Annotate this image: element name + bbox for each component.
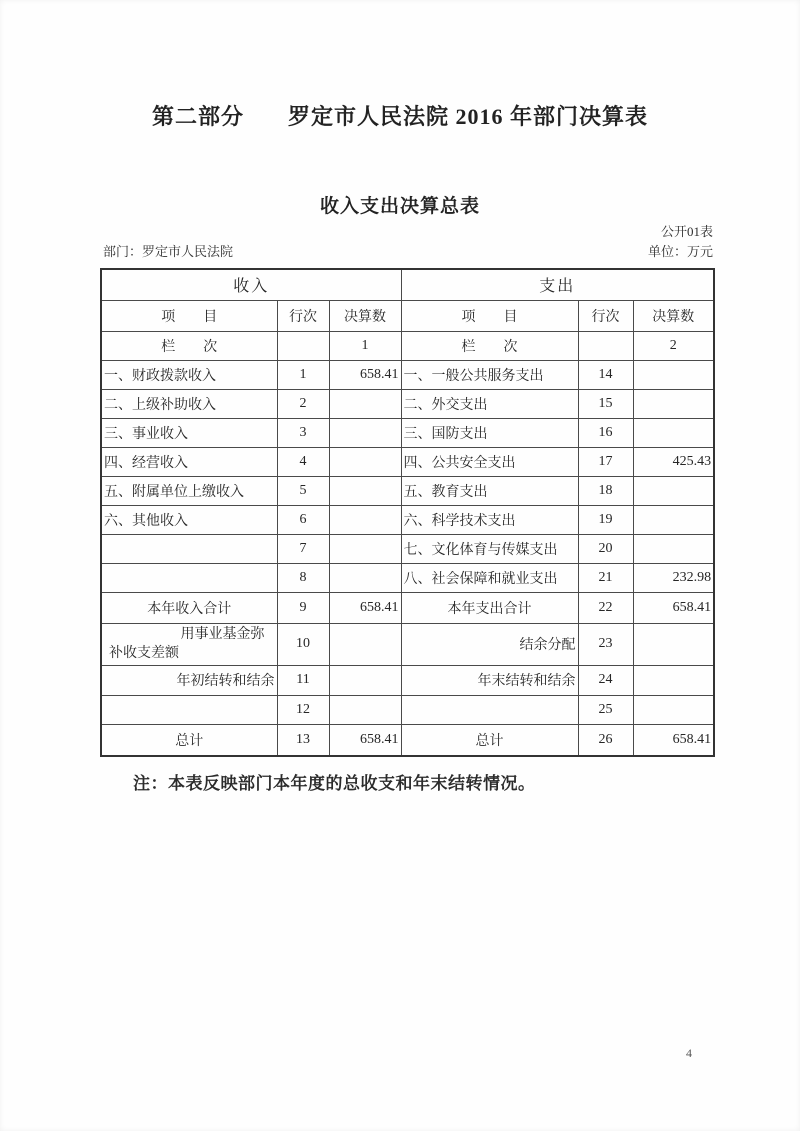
expense-line-cell: 21 (578, 563, 633, 592)
income-item-cell (101, 695, 277, 724)
income-amount-cell: 658.41 (329, 592, 401, 623)
income-line-cell: 1 (277, 360, 329, 389)
expense-item-column-header: 项 目 (401, 300, 578, 331)
expense-item-cell: 六、科学技术支出 (401, 505, 578, 534)
income-amount-cell (329, 418, 401, 447)
expense-amount-column-header: 决算数 (633, 300, 714, 331)
expense-amount-cell (633, 418, 714, 447)
income-amount-cell (329, 534, 401, 563)
table-row (101, 563, 714, 592)
expense-item-cell: 七、文化体育与传媒支出 (401, 534, 578, 563)
table-row (101, 623, 714, 665)
income-amount-cell (329, 563, 401, 592)
meta-line (103, 241, 713, 260)
table-row-total (101, 724, 714, 756)
table-note: 注：本表反映部门本年度的总收支和年末结转情况。 (133, 774, 536, 793)
income-item-cell: 三、事业收入 (101, 418, 277, 447)
expense-line-cell: 15 (578, 389, 633, 418)
expense-amount-cell (633, 505, 714, 534)
income-item-line2: 补收支差额 (109, 646, 179, 661)
income-expense-table (100, 268, 715, 757)
income-column-number: 1 (329, 331, 401, 360)
income-item-cell (101, 623, 277, 665)
expense-amount-cell (633, 534, 714, 563)
income-amount-cell (329, 505, 401, 534)
column-index-row (101, 331, 714, 360)
income-item-cell: 一、财政拨款收入 (101, 360, 277, 389)
expense-item-cell: 结余分配 (401, 623, 578, 665)
expense-item-cell: 四、公共安全支出 (401, 447, 578, 476)
income-item-cell: 年初结转和结余 (101, 665, 277, 695)
income-item-column-header: 项 目 (101, 300, 277, 331)
expense-amount-cell (633, 476, 714, 505)
income-item-cell: 五、附属单位上缴收入 (101, 476, 277, 505)
expense-amount-cell: 658.41 (633, 592, 714, 623)
income-item-cell (101, 534, 277, 563)
income-line-cell: 2 (277, 389, 329, 418)
expense-item-cell: 一、一般公共服务支出 (401, 360, 578, 389)
expense-item-cell: 总计 (401, 724, 578, 756)
table-row (101, 665, 714, 695)
income-line-cell: 6 (277, 505, 329, 534)
income-item-line1: 用事业基金弥 (180, 627, 265, 642)
table-row (101, 447, 714, 476)
income-item-cell: 六、其他收入 (101, 505, 277, 534)
income-amount-cell (329, 476, 401, 505)
expense-item-cell: 年末结转和结余 (401, 665, 578, 695)
expense-item-cell (401, 695, 578, 724)
title-part-label: 第二部分 (151, 104, 244, 129)
expense-lanci-label: 栏 次 (401, 331, 578, 360)
expense-amount-cell: 425.43 (633, 447, 714, 476)
table-row (101, 534, 714, 563)
table-row-subtotal (101, 592, 714, 623)
empty-cell (277, 331, 329, 360)
income-line-cell: 3 (277, 418, 329, 447)
document-title (0, 100, 800, 131)
empty-cell (578, 331, 633, 360)
expense-line-cell: 20 (578, 534, 633, 563)
expense-amount-cell (633, 623, 714, 665)
expense-line-cell: 25 (578, 695, 633, 724)
expense-item-cell: 三、国防支出 (401, 418, 578, 447)
title-main-label: 罗定市人民法院 2016 年部门决算表 (288, 104, 649, 129)
income-line-cell: 9 (277, 592, 329, 623)
income-section-header: 收入 (101, 269, 401, 300)
income-item-cell (101, 563, 277, 592)
table-row (101, 695, 714, 724)
expense-amount-cell (633, 389, 714, 418)
table-row (101, 389, 714, 418)
table-subtitle: 收入支出决算总表 (319, 196, 480, 217)
table-row (101, 418, 714, 447)
income-item-cell: 总计 (101, 724, 277, 756)
table-row (101, 476, 714, 505)
income-item-cell: 四、经营收入 (101, 447, 277, 476)
column-header-row (101, 300, 714, 331)
expense-line-cell: 17 (578, 447, 633, 476)
expense-line-cell: 18 (578, 476, 633, 505)
income-amount-column-header: 决算数 (329, 300, 401, 331)
income-amount-cell (329, 389, 401, 418)
income-line-cell: 11 (277, 665, 329, 695)
expense-amount-cell (633, 695, 714, 724)
expense-item-cell: 本年支出合计 (401, 592, 578, 623)
income-item-cell: 二、上级补助收入 (101, 389, 277, 418)
expense-line-column-header: 行次 (578, 300, 633, 331)
expense-line-cell: 26 (578, 724, 633, 756)
income-amount-cell: 658.41 (329, 360, 401, 389)
income-line-cell: 13 (277, 724, 329, 756)
table-row (101, 505, 714, 534)
income-line-cell: 8 (277, 563, 329, 592)
income-line-cell: 10 (277, 623, 329, 665)
department-label: 部门：罗定市人民法院 (103, 244, 234, 259)
expense-amount-cell (633, 360, 714, 389)
expense-amount-cell (633, 665, 714, 695)
income-line-column-header: 行次 (277, 300, 329, 331)
expense-item-cell: 二、外交支出 (401, 389, 578, 418)
income-amount-cell (329, 623, 401, 665)
expense-line-cell: 24 (578, 665, 633, 695)
income-amount-cell: 658.41 (329, 724, 401, 756)
income-line-cell: 12 (277, 695, 329, 724)
expense-line-cell: 22 (578, 592, 633, 623)
expense-section-header: 支出 (401, 269, 714, 300)
expense-line-cell: 23 (578, 623, 633, 665)
expense-column-number: 2 (633, 331, 714, 360)
expense-item-cell: 八、社会保障和就业支出 (401, 563, 578, 592)
income-line-cell: 7 (277, 534, 329, 563)
expense-line-cell: 19 (578, 505, 633, 534)
income-amount-cell (329, 695, 401, 724)
income-amount-cell (329, 447, 401, 476)
expense-amount-cell: 658.41 (633, 724, 714, 756)
table-row (101, 360, 714, 389)
income-lanci-label: 栏 次 (101, 331, 277, 360)
unit-label: 单位：万元 (647, 244, 713, 259)
page-number: 4 (686, 1046, 692, 1060)
income-line-cell: 4 (277, 447, 329, 476)
expense-line-cell: 16 (578, 418, 633, 447)
expense-line-cell: 14 (578, 360, 633, 389)
income-item-cell: 本年收入合计 (101, 592, 277, 623)
income-amount-cell (329, 665, 401, 695)
section-header-row (101, 269, 714, 300)
income-line-cell: 5 (277, 476, 329, 505)
expense-item-cell: 五、教育支出 (401, 476, 578, 505)
public-table-code: 公开01表 (660, 224, 713, 239)
expense-amount-cell: 232.98 (633, 563, 714, 592)
